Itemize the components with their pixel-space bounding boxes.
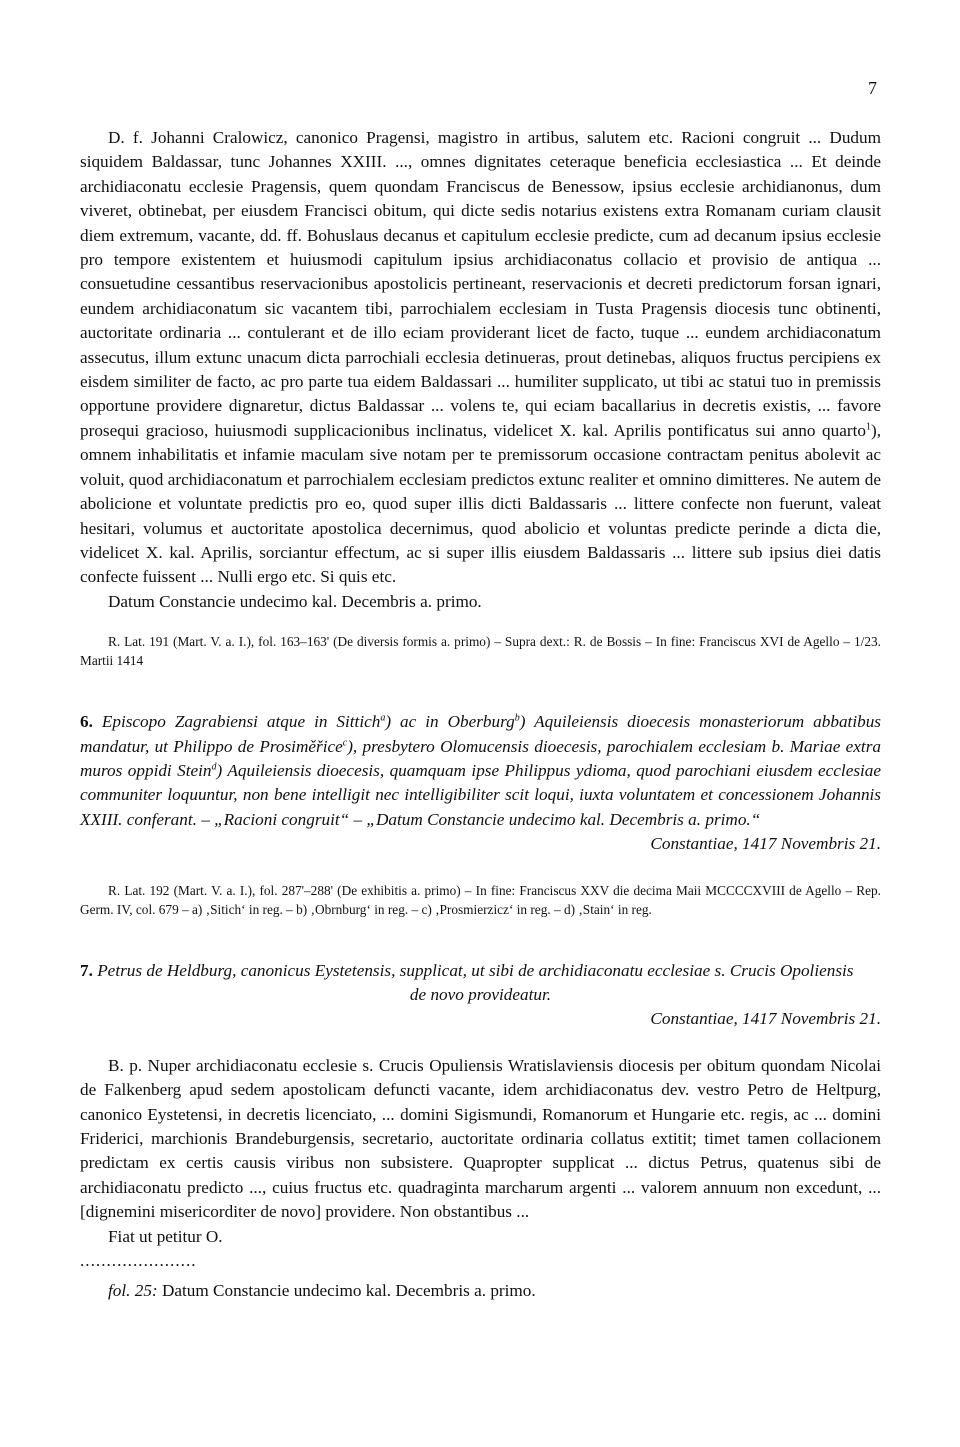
entry7-datum-line (108, 1279, 881, 1303)
entry7-number: 7. (80, 960, 93, 980)
entry7-fiat: Fiat ut petitur O. (108, 1226, 223, 1246)
regest-text: Petrus de Heldburg, canonicus Eystetensis, supplicat, ut sibi de archidiaconatu ecclesiae s. Crucis Opoliensis (97, 960, 854, 980)
entry5-archival-note: R. Lat. 191 (Mart. V. a. I.), fol. 163–163' (De diversis formis a. primo) – Supra dext.: R. de Bossis – In fine: Franciscus XVI de Agello – 1/23. Martii 1414 (80, 634, 881, 669)
footnote-marker: b (514, 712, 520, 724)
entry5-datum: Datum Constancie undecimo kal. Decembris a. primo. (108, 591, 482, 611)
page-number: 7 (868, 78, 877, 98)
entry6-archival-note: R. Lat. 192 (Mart. V. a. I.), fol. 287'–288' (De exhibitis a. primo) – In fine: Franciscus XXV die decima Maii MCCCCXVIII de Agello – Rep. Germ. IV, col. 679 – a) ‚Sitich‘ in reg. – b) ‚Obrnburg‘ in reg. – c) ‚Prosmierzicz‘ in reg. – d) ‚Stain‘ in reg. (80, 882, 881, 917)
regest-text: ) Aquileiensis dioecesis monasteriorum abbatibus mandatur, ut Philippo de Prosiměřice (80, 712, 881, 756)
footnote-marker: 1 (865, 421, 871, 433)
entry5-text-part2: omnem inhabilitatis et infamie maculam sive notam per te premissorum occasione contractam penitus abolevit ac voluit, quod archidiaconatum et parrochialem ecclesiam predictos extunc realiter et omnino dimitteres. Ne autem de abolicione et voluntate predictis pro eo, quod super illis dicti Baldassaris ... littere confecte non fuerunt, valeat hesitari, volumus et auctoritate apostolica decernimus, quod abolicio et voluntas predicte perinde a dicta die, videlicet X. kal. Aprilis, sorciantur effectum, ac si super illis eiusdem Baldassaris ... littere sub ipsius diei datis confecte fuissent ... Nulli ergo etc. Si quis etc. (80, 445, 881, 587)
page-body (80, 126, 881, 1303)
entry6-place-date: Constantiae, 1417 Novembris 21. (650, 834, 881, 854)
quarto-word: quarto (822, 420, 866, 440)
footnote-marker: c (342, 736, 348, 748)
entry7-place-date: Constantiae, 1417 Novembris 21. (650, 1009, 881, 1029)
regest-text: Episcopo Zagrabiensi atque in Sittich (101, 712, 381, 732)
entry5-text-part1: D. f. Johanni Cralowicz, canonico Pragensi, magistro in artibus, salutem etc. Racioni congruit ... Dudum siquidem Baldassar, tunc Johannes XXIII. ..., omnes dignitates ceteraque beneficia ecclesiastica ... Et deinde archidiaconatu ecclesie Pragensis, quem quondam Franciscus de Benessow, ipsius ecclesie archidianonus, dum viveret, obtinebat, per eiusdem Francisci obitum, qui dicte sedis notarius existens extra Romanam curiam clausit diem extremum, vacante, dd. ff. Bohuslaus decanus et capitulum ecclesie predicte, cum ad decanum ipsius ecclesie pro tempore existentem et huiusmodi capitulum ipsius archidiaconatus collacio et provisio de antiqua ... consuetudine cessantibus reservacionibus apostolicis pertineant, reservacionis et decreti predictorum forsan ignari, eundem archidiaconatum sic vacantem tibi, parrochialem ecclesiam in Tusta Pragensis diocesis tunc obtinenti, auctoritate ordinaria ... contulerant et de illo eciam providerant licet de facto, tuque ... eundem archidiaconatum assecutus, illum extunc unacum dicta parrochiali ecclesia detinueras, prout detinebas, aliquos fructus percipiens ex eisdem similiter de facto, ac pro parte tua eidem Baldassari ... humiliter supplicato, ut tibi ac statui tuo in premissis opportune providere dignaretur, dictus Baldassar ... volens te, qui eciam bacallarius in decretis existis, ... favore prosequi gracioso, huiusmodi supplicacionibus inclinatus, videlicet X. kal. Aprilis pontificatus sui anno (80, 128, 881, 440)
regest-text: ) Aquileiensis dioecesis, quamquam ipse Philippus ydioma, quod parochiani eiusdem ecclesiae communiter loquuntur, non bene intelligit nec intelligibiliter scit loqui, iuxta voluntatem et concessionem Johannis XXIII. conferant. – „Racioni congruit“ – „Datum Constancie undecimo kal. Decembris a. primo.“ (80, 760, 882, 829)
entry7-regest-line1 (80, 959, 881, 983)
regest-text: ) ac in Oberburg (385, 712, 515, 732)
folio-datum: Datum Constancie undecimo kal. Decembris a. primo. (161, 1281, 536, 1301)
regest-text: ), presbytero Olomucensis dioecesis, parochialem ecclesiam b. Mariae extra muros oppidi Stein (80, 736, 881, 780)
entry5-paragraph: D. f. Johanni Cralowicz, canonico Pragensi, magistro in artibus, salutem etc. Racioni congruit ... Dudum siquidem Baldassar, tunc Johannes XXIII. ..., omnes dignitates ceteraque beneficia ecclesiastica ... Et deinde archidiaconatu ecclesie Pragensis, quem quondam Franciscus de Benessow, ipsius ecclesie archidianonus, dum viveret, obtinebat, per eiusdem Francisci obitum, qui dicte sedis notarius existens extra Romanam curiam clausit diem extremum, vacante, dd. ff. Bohuslaus decanus et capitulum ecclesie predicte, cum ad decanum ipsius ecclesie pro tempore existentem et huiusmodi capitulum ipsius archidiaconatus collacio et provisio de antiqua ... consuetudine cessantibus reservacionibus apostolicis pertineant, reservacionis et decreti predictorum forsan ignari, eundem archidiaconatum sic vacantem tibi, parrochialem ecclesiam in Tusta Pragensis diocesis tunc obtinenti, auctoritate ordinaria ... contulerant et de illo eciam providerant licet de facto, tuque ... eundem archidiaconatum assecutus, illum extunc unacum dicta parrochiali ecclesia detinueras, prout detinebas, aliquos fructus percipiens ex eisdem similiter de facto, ac pro parte tua eidem Baldassari ... humiliter supplicato, ut tibi ac statui tuo in premissis opportune providere dignaretur, dictus Baldassar ... volens te, qui eciam bacallarius in decretis existis, ... favore prosequi gracioso, huiusmodi supplicacionibus inclinatus, videlicet X. kal. Aprilis pontificatus sui anno quarto$^1$), omnem inhabilitatis et infamie maculam sive notam per te premissorum occasione contractam penitus abolevit ac voluit, quod archidiaconatum et parrochialem ecclesiam predictos extunc realiter et omnino dimitteres. Ne autem de abolicione et voluntate predictis pro eo, quod super illis dicti Baldassaris ... littere confecte non fuerunt, valeat hesitari, volumus et auctoritate apostolica decernimus, quod abolicio et voluntas predicte perinde a dicta die, videlicet X. kal. Aprilis, sorciantur effectum, ac si super illis eiusdem Baldassaris ... littere sub ipsius diei datis confecte fuissent ... Nulli ergo etc. Si quis etc. (80, 128, 881, 587)
entry7-body: B. p. Nuper archidiaconatu ecclesie s. Crucis Opuliensis Wratislaviensis diocesis per obitum quondam Nicolai de Falkenberg apud sedem apostolicam defuncti vacante, idem archidiaconatus dev. vestro Petro de Heltpurg, canonico Eystetensi, in decretis licenciato, ... domini Sigismundi, Romanorum et Hungarie etc. regis, ac ... domini Friderici, marchionis Brandeburgensis, secretario, auctoritate ordinaria collatus extitit; timet tamen collacionem predictam ex certis causis viribus non subsistere. Quapropter supplicat ... dictus Petrus, quatenus sibi de archidiaconatu predicto ..., cuius fructus etc. quadraginta marcharum argenti ... valorem annuum non excedunt, ... [dignemini misericorditer de novo] providere. Non obstantibus ... (80, 1055, 881, 1222)
folio-label: fol. 25: (108, 1281, 158, 1301)
entry6-regest (80, 710, 881, 832)
footnote-marker: a (380, 712, 386, 724)
entry7 (80, 959, 881, 1304)
dotted-separator: ...................... (80, 1251, 197, 1271)
entry6-number: 6. (80, 712, 93, 732)
footnote-marker: d (211, 761, 217, 773)
paren: ) (870, 420, 877, 440)
entry6 (80, 710, 881, 918)
entry7-regest-line2: de novo provideatur. (409, 984, 552, 1004)
